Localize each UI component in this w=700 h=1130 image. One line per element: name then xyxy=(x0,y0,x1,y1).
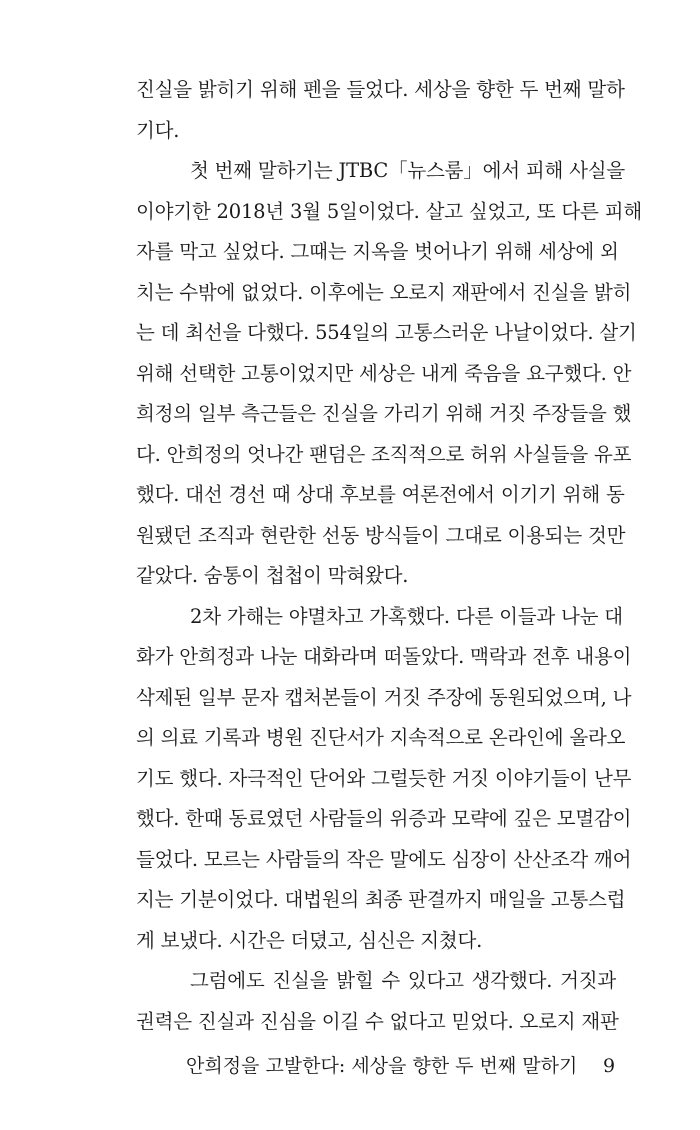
text-line: 의 의료 기록과 병원 진단서가 지속적으로 온라인에 올라오 xyxy=(136,726,626,749)
text-line: 지는 기분이었다. 대법원의 최종 판결까지 매일을 고통스럽 xyxy=(136,888,626,911)
text-line: 화가 안희정과 나눈 대화라며 떠돌았다. 맥락과 전후 내용이 xyxy=(136,645,632,668)
text-line: 기다. xyxy=(136,118,180,142)
text-line: 첫 번째 말하기는 JTBC「뉴스룸」에서 피해 사실을 xyxy=(190,159,626,182)
text-line: 2차 가해는 야멸차고 가혹했다. 다른 이들과 나눈 대 xyxy=(190,604,623,628)
text-line: 했다. 한때 동료였던 사람들의 위증과 모략에 깊은 모멸감이 xyxy=(136,807,632,830)
text-line: 그럼에도 진실을 밝힐 수 있다고 생각했다. 거짓과 xyxy=(190,969,616,992)
text-line: 자를 막고 싶었다. 그때는 지옥을 벗어나기 위해 세상에 외 xyxy=(136,240,619,263)
text-line: 했다. 대선 경선 때 상대 후보를 여론전에서 이기기 위해 동 xyxy=(136,483,625,506)
text-line: 진실을 밝히기 위해 펜을 들었다. 세상을 향한 두 번째 말하 xyxy=(136,78,625,101)
text-line: 들었다. 모르는 사람들의 작은 말에도 심장이 산산조각 깨어 xyxy=(136,847,632,871)
body-text xyxy=(136,70,642,1042)
text-line: 기도 했다. 자극적인 단어와 그럴듯한 거짓 이야기들이 난무 xyxy=(136,766,632,790)
text-line: 다. 안희정의 엇나간 팬덤은 조직적으로 허위 사실들을 유포 xyxy=(136,442,632,466)
text-line: 권력은 진실과 진심을 이길 수 없다고 믿었다. 오로지 재판 xyxy=(136,1009,619,1033)
text-line: 이야기한 2018년 3월 5일이었다. 살고 싶었고, 또 다른 피해 xyxy=(136,199,642,223)
text-line: 는 데 최선을 다했다. 554일의 고통스러운 나날이었다. 살기 xyxy=(136,321,637,344)
text-line: 같았다. 숨통이 첩첩이 막혀왔다. xyxy=(136,564,409,587)
text-line: 게 보냈다. 시간은 더뎠고, 심신은 지쳤다. xyxy=(136,928,483,952)
text-line: 희정의 일부 측근들은 진실을 가리기 위해 거짓 주장들을 했 xyxy=(136,402,632,425)
page-number: 9 xyxy=(603,1055,616,1077)
text-line: 삭제된 일부 문자 캡처본들이 거짓 주장에 동원되었으며, 나 xyxy=(136,685,632,709)
page-footer xyxy=(0,1048,700,1084)
running-title: 안희정을 고발한다: 세상을 향한 두 번째 말하기 xyxy=(186,1055,578,1077)
text-line: 위해 선택한 고통이었지만 세상은 내게 죽음을 요구했다. 안 xyxy=(136,361,632,385)
text-line: 치는 수밖에 없었다. 이후에는 오로지 재판에서 진실을 밝히 xyxy=(136,280,632,304)
text-line: 원됐던 조직과 현란한 선동 방식들이 그대로 이용되는 것만 xyxy=(136,523,626,547)
